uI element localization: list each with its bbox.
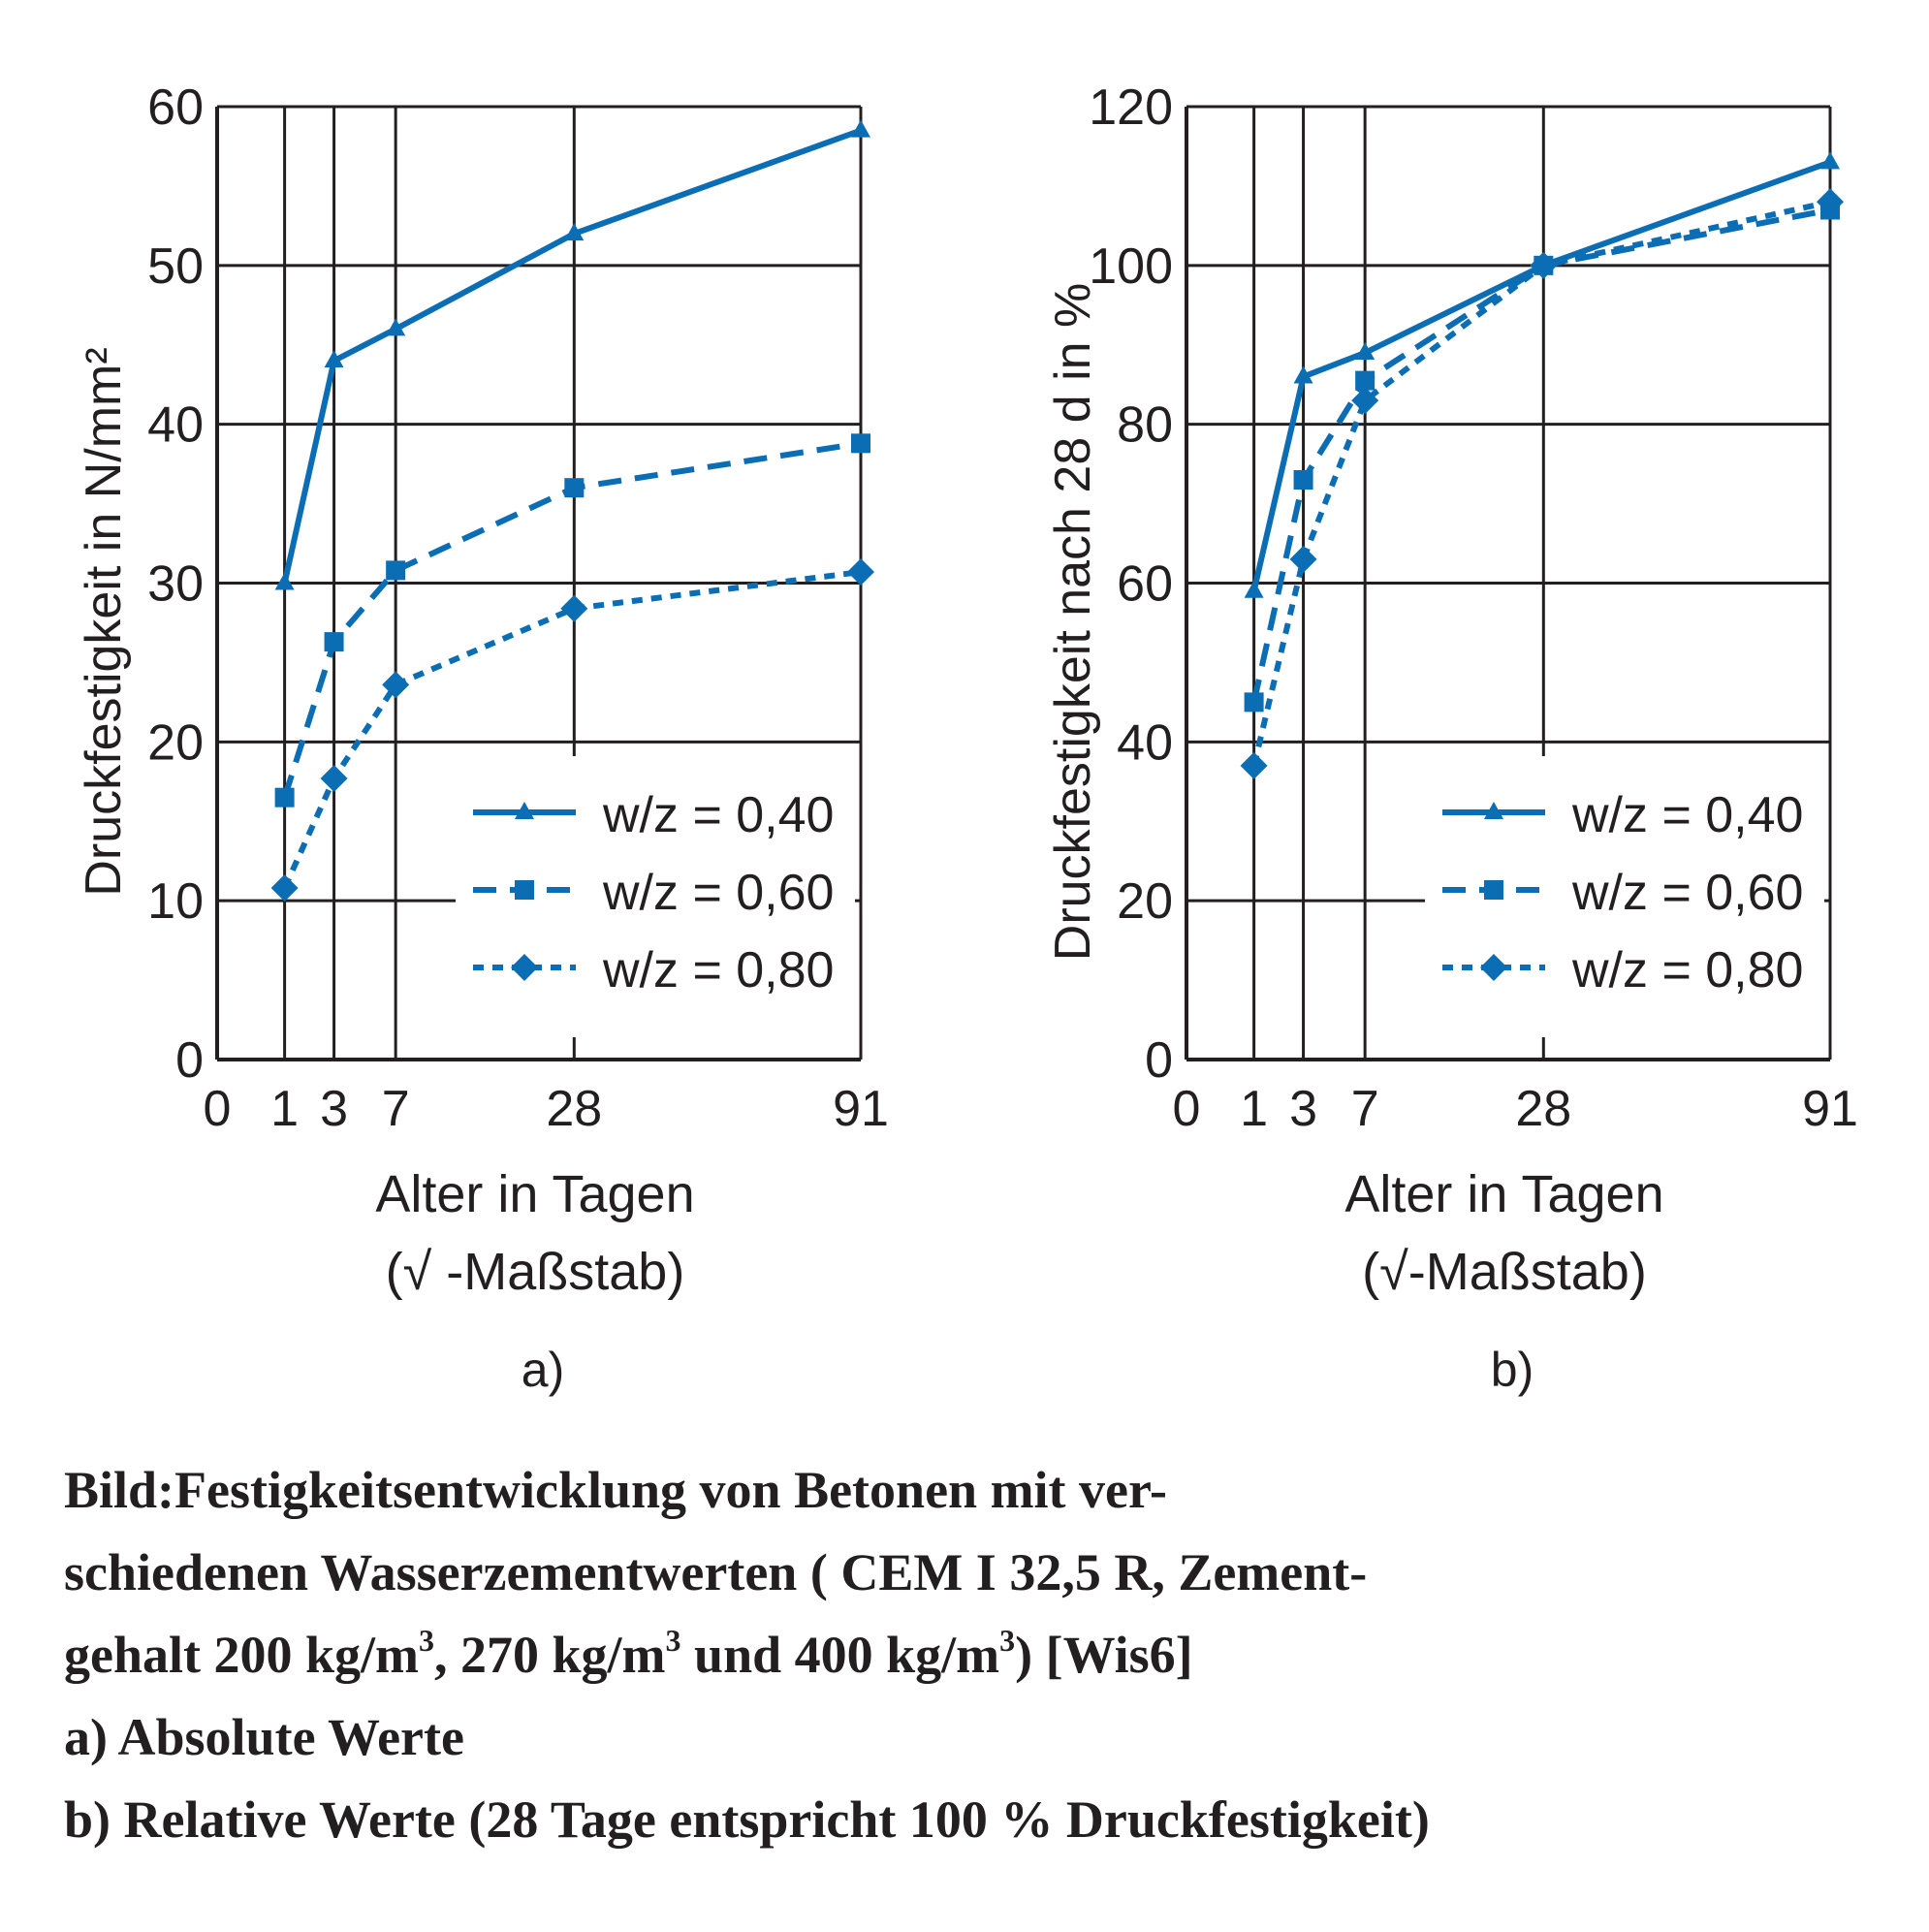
legend-label: w/z = 0,40 xyxy=(603,787,835,843)
legend xyxy=(1425,756,1824,1037)
x-tick-label: 0 xyxy=(1172,1081,1201,1137)
y-tick-label: 50 xyxy=(147,238,204,295)
data-point-diamond xyxy=(321,765,348,792)
x-tick-label: 91 xyxy=(1802,1081,1858,1137)
data-point-square xyxy=(1294,470,1313,490)
x-tick-label: 28 xyxy=(1515,1081,1572,1137)
x-tick-label: 3 xyxy=(1289,1081,1318,1137)
data-point-square xyxy=(325,632,344,651)
panel-label: b) xyxy=(1490,1343,1534,1397)
x-tick-label: 0 xyxy=(203,1081,232,1137)
x-tick-label: 3 xyxy=(320,1081,349,1137)
y-axis-label: Druckfestigkeit nach 28 d in % xyxy=(1045,282,1101,962)
caption-line-3: gehalt 200 $kg/m^3$, 270 $kg/m^3$ und 400 $kg/m^3$) [Wis6] xyxy=(64,1623,1193,1684)
data-point-diamond xyxy=(271,874,299,902)
series-line xyxy=(285,131,861,584)
caption-line-5: b) Relative Werte (28 Tage entspricht 100 % Druckfestigkeit) xyxy=(64,1790,1430,1849)
series-line xyxy=(1254,209,1830,702)
panel-label: a) xyxy=(521,1343,565,1397)
x-tick-label: 91 xyxy=(833,1081,889,1137)
legend-label: w/z = 0,60 xyxy=(603,865,835,921)
y-tick-label: 20 xyxy=(147,714,204,772)
y-tick-label: 30 xyxy=(147,555,204,613)
y-tick-label: 20 xyxy=(1117,873,1173,931)
data-point-square xyxy=(386,560,405,580)
legend-label: w/z = 0,80 xyxy=(1572,942,1804,998)
x-axis-label: Alter in Tagen xyxy=(375,1165,695,1223)
caption-line-4: a) Absolute Werte xyxy=(64,1708,464,1766)
legend-marker-square xyxy=(1484,880,1503,900)
series-line xyxy=(1254,202,1830,766)
y-tick-label: 60 xyxy=(1117,555,1173,613)
chart-panel-b xyxy=(1045,79,1858,1397)
y-tick-label: 40 xyxy=(1117,714,1173,772)
x-tick-label: 1 xyxy=(270,1081,300,1137)
x-axis-label: Alter in Tagen xyxy=(1344,1165,1664,1223)
x-tick-label: 7 xyxy=(381,1081,410,1137)
y-tick-label: 0 xyxy=(175,1032,204,1089)
y-tick-label: 100 xyxy=(1089,238,1173,295)
legend-label: w/z = 0,60 xyxy=(1572,865,1804,921)
data-point-diamond xyxy=(847,558,874,586)
data-point-triangle xyxy=(1820,151,1840,169)
series-3 xyxy=(1241,188,1844,779)
series-1 xyxy=(275,120,870,590)
y-tick-label: 40 xyxy=(147,396,204,454)
y-tick-label: 10 xyxy=(147,873,204,931)
data-point-square xyxy=(851,433,870,453)
data-point-triangle xyxy=(275,573,295,590)
legend-label: w/z = 0,80 xyxy=(603,942,835,998)
legend-marker-square xyxy=(515,880,534,900)
chart-panel-a xyxy=(76,79,889,1397)
figure-caption xyxy=(64,1449,1906,1861)
y-tick-label: 60 xyxy=(147,79,204,136)
x-tick-label: 7 xyxy=(1350,1081,1379,1137)
data-point-diamond xyxy=(1241,752,1268,779)
series-line xyxy=(1254,162,1830,590)
legend xyxy=(456,756,855,1037)
caption-line-1: Bild:Festigkeitsentwicklung von Betonen mit ver- xyxy=(64,1461,1167,1519)
x-axis-note: (√-Maßstab) xyxy=(1362,1243,1647,1301)
data-point-diamond xyxy=(1290,546,1317,573)
data-point-square xyxy=(564,478,584,497)
y-tick-label: 120 xyxy=(1089,79,1173,136)
y-tick-label: 0 xyxy=(1145,1032,1173,1089)
data-point-square xyxy=(275,788,295,808)
caption-line-2: schiedenen Wasserzementwerten ( CEM I 32,5 R, Zement- xyxy=(64,1543,1368,1601)
data-point-diamond xyxy=(560,595,587,622)
x-tick-label: 28 xyxy=(546,1081,603,1137)
y-tick-label: 80 xyxy=(1117,396,1173,454)
y-axis-label: Druckfestigkeit in N/mm² xyxy=(76,347,132,897)
legend-label: w/z = 0,40 xyxy=(1572,787,1804,843)
data-point-square xyxy=(1245,692,1264,712)
data-point-triangle xyxy=(851,120,870,138)
x-tick-label: 1 xyxy=(1240,1081,1269,1137)
x-axis-note: (√ -Maßstab) xyxy=(385,1243,685,1301)
